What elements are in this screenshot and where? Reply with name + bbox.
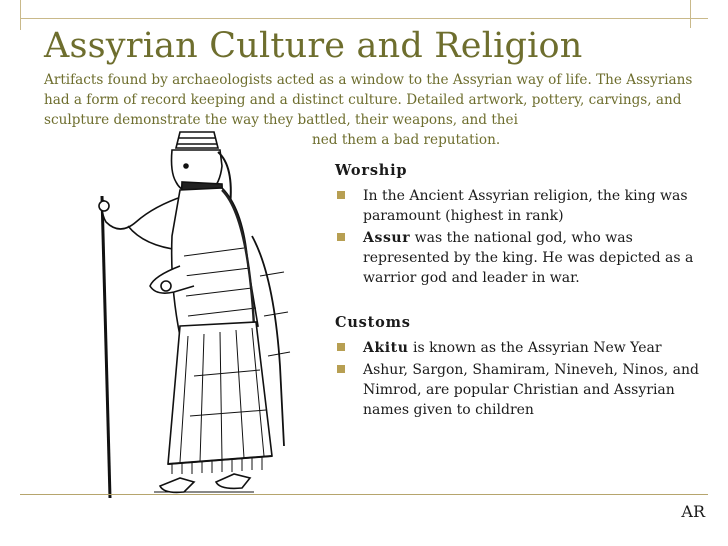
intro-start: Artifacts found by archaeologists acted as a window to the Assyrian way of life. The Assyrians had a form of record keeping and a distinct culture. Detailed artwork, pottery, carvings, and sculpture demonstrate the way they battled, their weapons, and thei <box>44 72 693 128</box>
akitu-keyword: Akitu <box>363 340 409 356</box>
assyrian-king-illustration <box>84 126 306 502</box>
square-bullet-icon <box>337 191 345 199</box>
list-item <box>335 186 705 226</box>
assur-keyword: Assur <box>363 230 411 246</box>
customs-heading: Customs <box>335 314 411 331</box>
top-right-rule <box>690 0 691 28</box>
customs-bullet-1: is known as the Assyrian New Year <box>408 340 662 356</box>
list-item <box>335 338 705 358</box>
footer-initials: AR <box>681 502 705 521</box>
worship-bullet-1: In the Ancient Assyrian religion, the king was paramount (highest in rank) <box>363 188 688 224</box>
worship-list <box>335 186 705 288</box>
square-bullet-icon <box>337 343 345 351</box>
worship-heading: Worship <box>335 162 408 179</box>
list-item <box>335 360 705 420</box>
customs-bullet-2: Ashur, Sargon, Shamiram, Nineveh, Ninos, and Nimrod, are popular Christian and Assyrian names given to children <box>363 362 699 418</box>
list-item <box>335 228 705 288</box>
bottom-rule <box>20 494 708 495</box>
top-left-rule <box>20 0 21 30</box>
worship-bullet-2: was the national god, who was represented by the king. He was depicted as a warrior god and leader in war. <box>363 230 694 286</box>
square-bullet-icon <box>337 365 345 373</box>
slide-title: Assyrian Culture and Religion <box>44 26 583 66</box>
content-column <box>335 162 705 420</box>
customs-list <box>335 338 705 420</box>
intro-end: ned them a bad reputation. <box>312 132 501 148</box>
square-bullet-icon <box>337 233 345 241</box>
top-rule <box>20 18 708 19</box>
